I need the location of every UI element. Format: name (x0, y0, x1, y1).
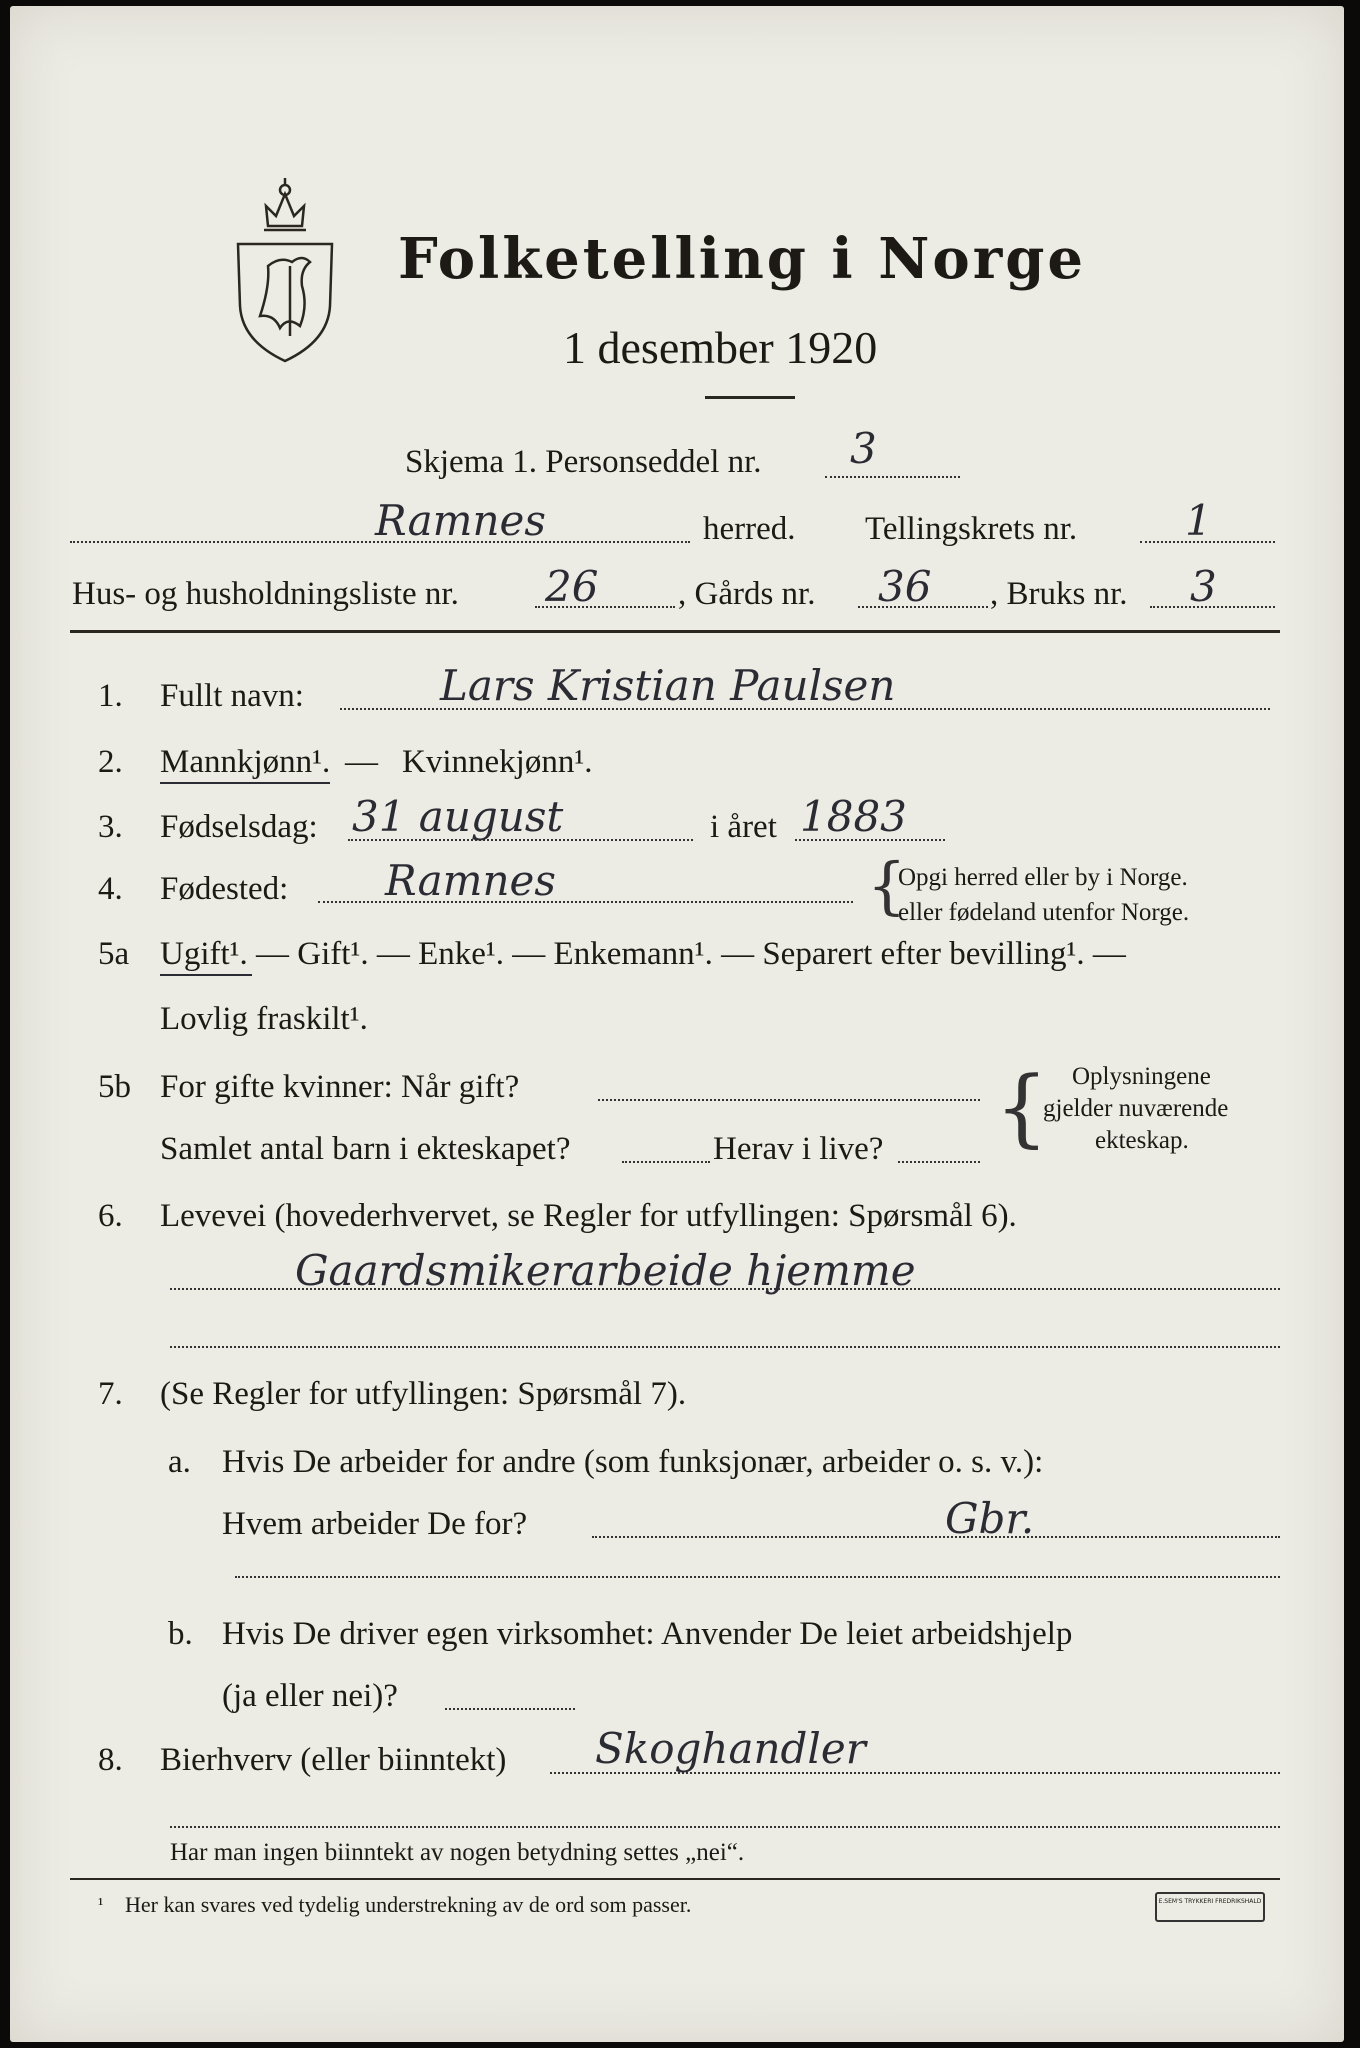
bruks-label: , Bruks nr. (990, 576, 1128, 612)
gards-value: 36 (878, 562, 932, 611)
herred-value: Ramnes (375, 496, 546, 545)
birth-year-label: i året (710, 809, 777, 845)
q5a-number: 5a (98, 936, 130, 972)
q7b-line-1: Hvis De driver egen virksomhet: Anvender De leiet arbeidshjelp (222, 1616, 1073, 1652)
employer-line-2 (235, 1576, 1280, 1578)
q8-number: 8. (98, 1742, 123, 1778)
q4-label: Fødested: (160, 871, 289, 907)
birthday-value: 31 august (352, 792, 564, 841)
gards-label: , Gårds nr. (678, 576, 816, 612)
q4-note-1: Opgi herred eller by i Norge. (898, 864, 1188, 891)
q5b-children-label: Samlet antal barn i ekteskapet? (160, 1131, 571, 1167)
q3-number: 3. (98, 809, 123, 845)
ugift-underline (160, 974, 252, 976)
q5b-line-1: For gifte kvinner: Når gift? (160, 1069, 520, 1105)
q5b-number: 5b (98, 1069, 131, 1105)
q7b-letter: b. (168, 1616, 193, 1652)
q7-number: 7. (98, 1376, 123, 1412)
marital-status-options: Ugift¹. — Gift¹. — Enke¹. — Enkemann¹. — Separert efter bevilling¹. — (160, 936, 1126, 972)
q8-label: Bierhverv (eller biinntekt) (160, 1742, 507, 1778)
occupation-value: Gaardsmikerarbeide hjemme (295, 1246, 916, 1295)
q7b-line-2: (ja eller nei)? (222, 1678, 398, 1714)
marital-status-options-2: Lovlig fraskilt¹. (160, 1001, 368, 1037)
q7a-letter: a. (168, 1444, 191, 1480)
q1-number: 1. (98, 678, 123, 714)
census-date: 1 desember 1920 (563, 322, 878, 373)
q6-number: 6. (98, 1198, 123, 1234)
q2-number: 2. (98, 744, 123, 780)
household-list-value: 26 (545, 562, 599, 611)
gender-female-option: Kvinnekjønn¹. (402, 744, 593, 780)
household-list-label: Hus- og husholdningsliste nr. (72, 576, 459, 612)
printer-stamp: E.SEM'S TRYKKERI FREDRIKSHALD (1155, 1892, 1265, 1922)
full-name-value: Lars Kristian Paulsen (440, 661, 896, 710)
schema-number-value: 3 (850, 424, 877, 473)
employer-line-1 (592, 1536, 1280, 1538)
coat-of-arms-icon (230, 166, 340, 366)
form-title: Folketelling i Norge (398, 226, 1087, 292)
footnote-text: Her kan svares ved tydelig understrekning av de ord som passer. (125, 1892, 692, 1917)
q7-label: (Se Regler for utfyllingen: Spørsmål 7). (160, 1376, 687, 1412)
q7a-line-2: Hvem arbeider De for? (222, 1506, 528, 1542)
gender-separator: — (345, 744, 378, 780)
birth-year-value: 1883 (800, 792, 907, 841)
children-count-line (622, 1161, 710, 1163)
bruks-value: 3 (1190, 562, 1217, 611)
footnote-mark: ¹ (98, 1894, 104, 1914)
birthplace-value: Ramnes (385, 856, 556, 905)
census-form (10, 6, 1344, 2042)
footer-rule (70, 1878, 1280, 1880)
employer-value: Gbr. (945, 1494, 1035, 1543)
q4-brace: { (867, 849, 907, 922)
tellingskrets-label: Tellingskrets nr. (865, 511, 1078, 547)
married-when-line (598, 1099, 980, 1101)
title-divider (705, 396, 795, 399)
gender-male-option: Mannkjønn¹. (160, 744, 330, 784)
schema-label: Skjema 1. Personseddel nr. (405, 444, 762, 480)
q5b-alive-label: Herav i live? (713, 1131, 884, 1167)
side-income-value: Skoghandler (595, 1724, 866, 1773)
footer-note: Har man ingen biinntekt av nogen betydning settes „nei“. (170, 1839, 745, 1866)
q5b-note-2: gjelder nuværende (1043, 1095, 1229, 1122)
side-income-line-2 (170, 1826, 1280, 1828)
occupation-line-2 (170, 1346, 1280, 1348)
herred-label: herred. (703, 511, 796, 547)
q5b-brace: { (995, 1058, 1049, 1156)
hired-help-line (445, 1708, 575, 1710)
q5b-note-1: Oplysningene (1072, 1063, 1211, 1090)
children-alive-line (898, 1161, 980, 1163)
q6-label: Levevei (hovederhvervet, se Regler for utfyllingen: Spørsmål 6). (160, 1198, 1017, 1234)
q4-note-2: eller fødeland utenfor Norge. (898, 899, 1190, 926)
q7a-line-1: Hvis De arbeider for andre (som funksjonær, arbeider o. s. v.): (222, 1444, 1044, 1480)
q1-label: Fullt navn: (160, 678, 304, 714)
q3-label: Fødselsdag: (160, 809, 318, 845)
tellingskrets-value: 1 (1185, 496, 1212, 545)
occupation-line-1 (170, 1288, 1280, 1290)
schema-number-line (825, 476, 960, 478)
q4-number: 4. (98, 871, 123, 907)
q5b-note-3: ekteskap. (1095, 1127, 1189, 1154)
header-rule (70, 630, 1280, 633)
